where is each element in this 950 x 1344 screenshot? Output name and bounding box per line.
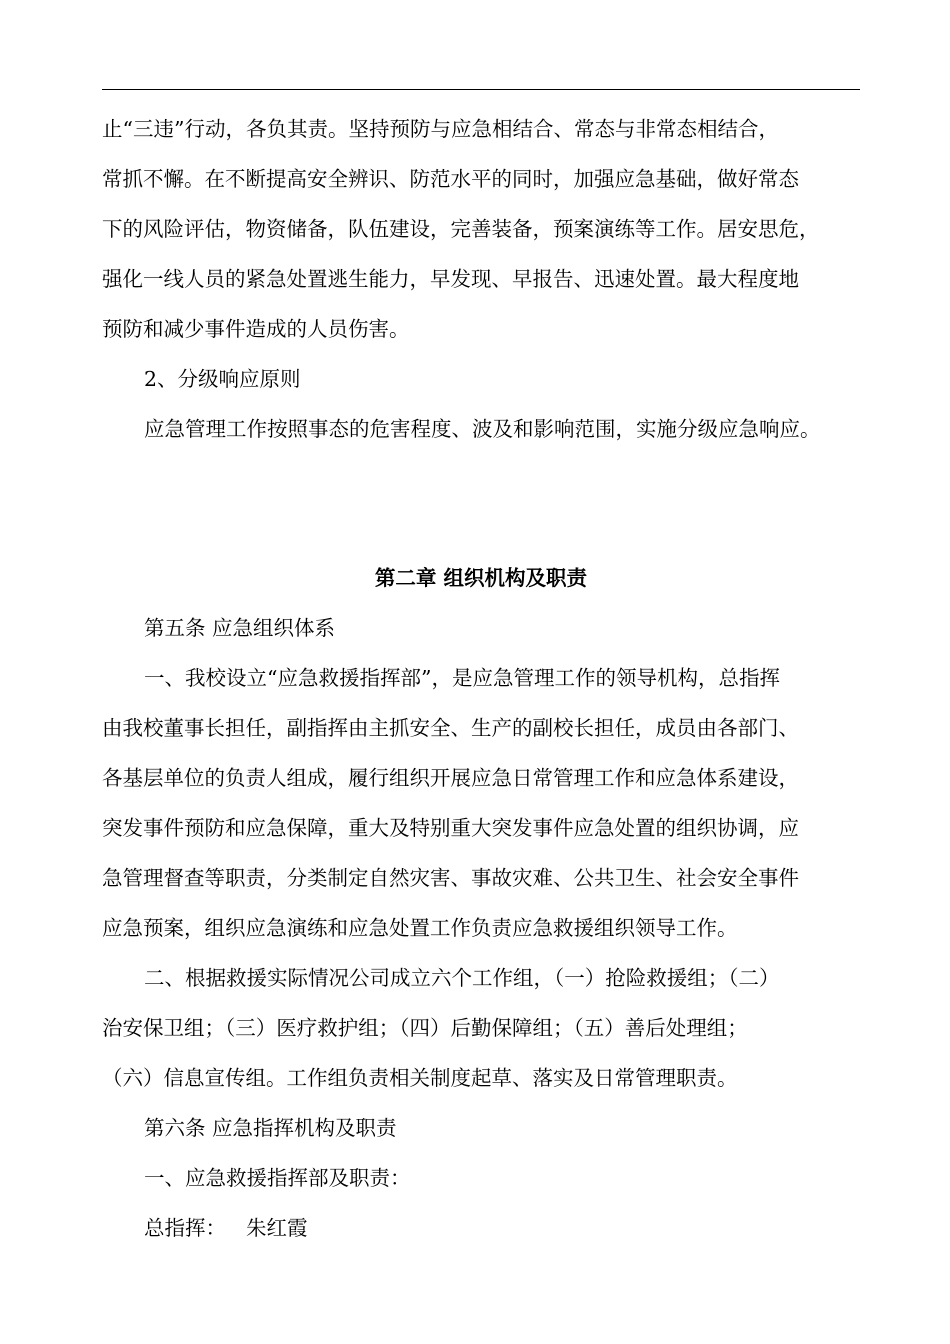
paragraph-line: 各基层单位的负责人组成，履行组织开展应急日常管理工作和应急体系建设， [102, 766, 799, 790]
subheading-graded-response: 2、分级响应原则 [144, 367, 301, 391]
paragraph-line: 应急管理工作按照事态的危害程度、波及和影响范围，实施分级应急响应。 [144, 417, 821, 441]
commander-name: 朱红霞 [246, 1216, 308, 1240]
paragraph-line: 止“三违”行动，各负其责。坚持预防与应急相结合、常态与非常态相结合， [102, 117, 779, 141]
document-body [102, 104, 860, 1253]
paragraph-line: 二、根据救援实际情况公司成立六个工作组，（一）抢险救援组；（二） [144, 966, 780, 990]
chapter-title: 第二章 组织机构及职责 [374, 566, 588, 590]
item-one-heading: 一、应急救援指挥部及职责： [144, 1166, 411, 1190]
paragraph-line: 应急预案，组织应急演练和应急处置工作负责应急救援组织领导工作。 [102, 916, 738, 940]
paragraph-line: （六）信息宣传组。工作组负责相关制度起草、落实及日常管理职责。 [102, 1066, 738, 1090]
paragraph-line: 下的风险评估，物资储备，队伍建设，完善装备，预案演练等工作。居安思危， [102, 217, 820, 241]
paragraph-line: 急管理督查等职责，分类制定自然灾害、事故灾难、公共卫生、社会安全事件 [102, 866, 799, 890]
commander-line [102, 1203, 860, 1253]
paragraph-line: 一、我校设立“应急救援指挥部”，是应急管理工作的领导机构，总指挥 [144, 666, 780, 690]
article-5-heading: 第五条 应急组织体系 [144, 616, 336, 640]
paragraph-line: 由我校董事长担任，副指挥由主抓安全、生产的副校长担任，成员由各部门、 [102, 716, 799, 740]
paragraph-line: 治安保卫组；（三）医疗救护组；（四）后勤保障组；（五）善后处理组； [102, 1016, 748, 1040]
article-6-heading: 第六条 应急指挥机构及职责 [144, 1116, 397, 1140]
blank-space [102, 454, 860, 553]
header-rule [102, 89, 860, 90]
paragraph-line: 预防和减少事件造成的人员伤害。 [102, 317, 410, 341]
paragraph-line: 强化一线人员的紧急处置逃生能力，早发现、早报告、迅速处置。最大程度地 [102, 267, 799, 291]
paragraph-line: 常抓不懈。在不断提高安全辨识、防范水平的同时，加强应急基础，做好常态 [102, 167, 799, 191]
paragraph-line: 突发事件预防和应急保障，重大及特别重大突发事件应急处置的组织协调，应 [102, 816, 799, 840]
commander-label: 总指挥： [144, 1216, 226, 1240]
